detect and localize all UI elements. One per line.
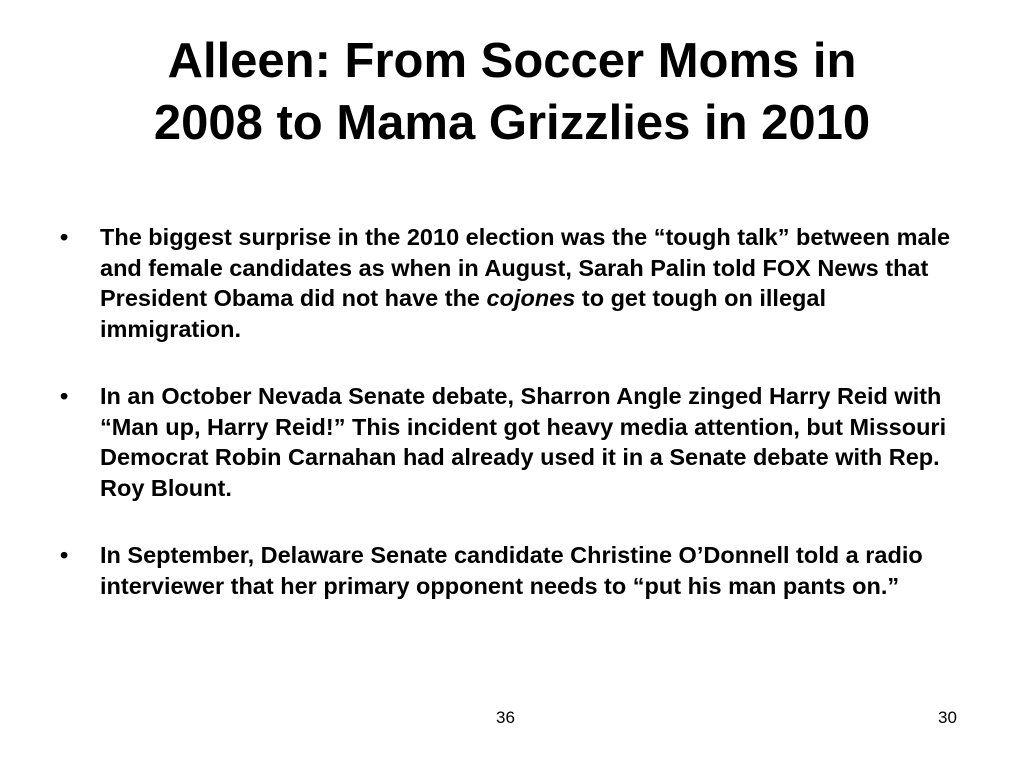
title-line-1: Alleen: From Soccer Moms in xyxy=(167,34,857,88)
bullet-text-continued: to get tough on illegal immigration. xyxy=(100,285,826,342)
bullet-marker: • xyxy=(60,542,69,568)
bullet-marker: • xyxy=(60,383,69,409)
bullet-emphasis: cojones xyxy=(486,285,576,311)
slide-title xyxy=(40,30,984,154)
bullet-item-man-pants xyxy=(52,540,972,601)
bullet-text: The biggest surprise in the 2010 election was the “tough talk” between male and female candidates as when in August, Sarah Palin told FOX News that President Obama did not have the xyxy=(100,224,951,311)
title-line-2: 2008 to Mama Grizzlies in 2010 xyxy=(153,96,871,150)
bullet-text: In September, Delaware Senate candidate Christine O’Donnell told a radio interviewer that her primary opponent needs to “put his man pants on.” xyxy=(100,542,923,599)
page-number-center: 36 xyxy=(496,708,515,727)
bullet-text: In an October Nevada Senate debate, Sharron Angle zinged Harry Reid with “Man up, Harry Reid!” This incident got heavy media attention, but Missouri Democrat Robin Carnahan had already used it in a Senate debate with Rep. Roy Blount. xyxy=(100,383,947,501)
slide-number: 30 xyxy=(938,708,957,727)
bullet-item-man-up xyxy=(52,381,972,503)
bullet-list xyxy=(52,222,972,638)
bullet-item-tough-talk xyxy=(52,222,972,344)
bullet-marker: • xyxy=(60,224,69,250)
